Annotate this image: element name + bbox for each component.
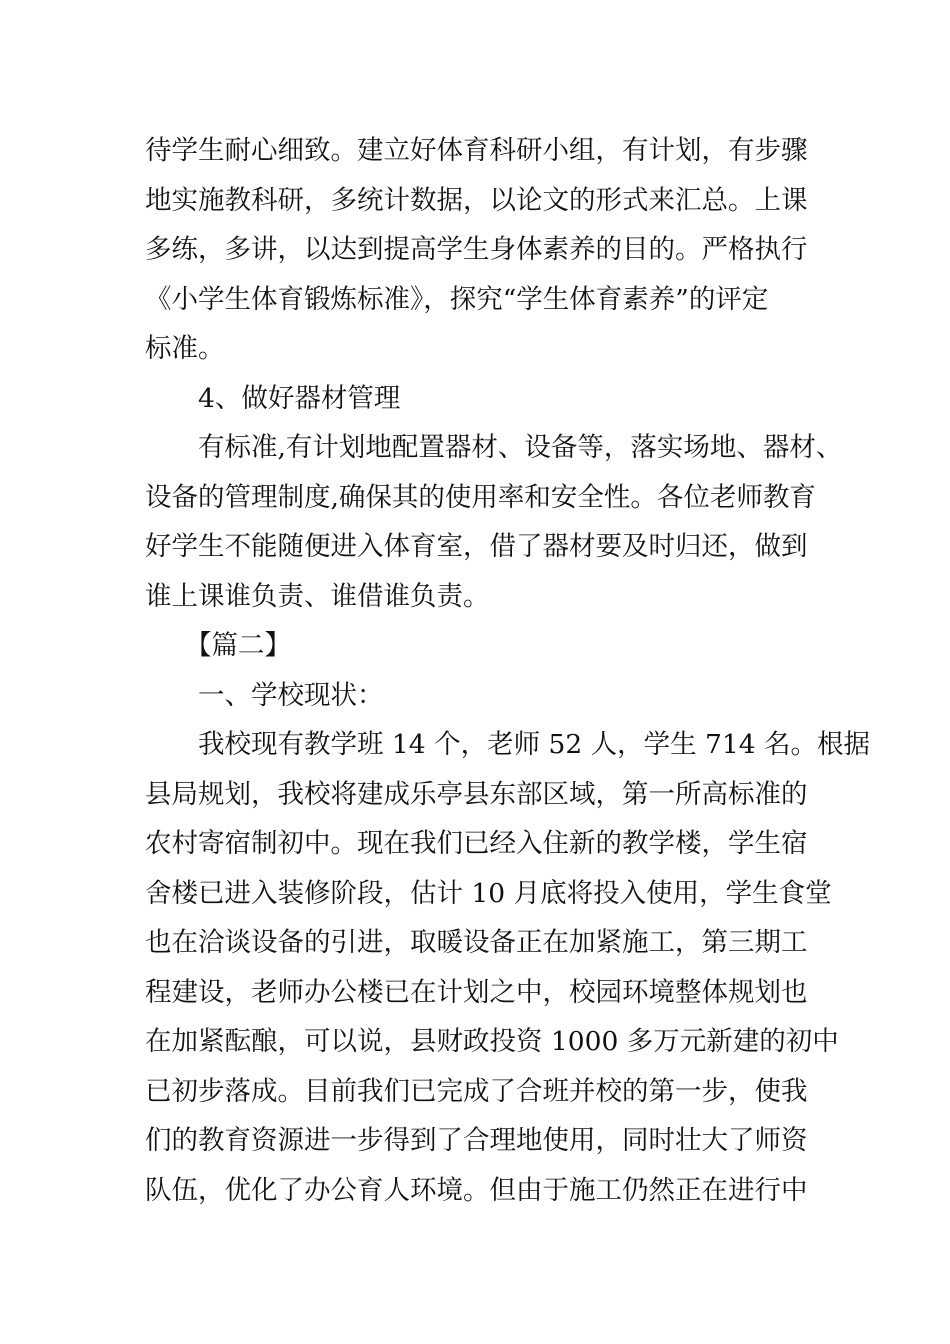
text-line: 舍楼已进入装修阶段，估计 10 月底将投入使用，学生食堂: [145, 877, 832, 909]
body-text: [145, 126, 871, 1215]
text-line: 标准。: [145, 333, 225, 364]
text-line: 农村寄宿制初中。现在我们已经入住新的教学楼，学生宿: [145, 828, 808, 859]
text-line: 在加紧酝酿，可以说，县财政投资 1000 多万元新建的初中: [145, 1026, 839, 1057]
text-line: 县局规划，我校将建成乐亭县东部区域，第一所高标准的: [145, 778, 808, 810]
section-heading-equipment: 4、做好器材管理: [198, 382, 401, 414]
text-line: 也在洽谈设备的引进，取暖设备正在加紧施工，第三期工: [145, 927, 808, 958]
text-line: 多练，多讲，以达到提高学生身体素养的目的。严格执行: [145, 234, 808, 265]
text-line: 程建设，老师办公楼已在计划之中，校园环境整体规划也: [145, 976, 808, 1008]
text-line: 地实施教科研，多统计数据，以论文的形式来汇总。上课: [145, 184, 808, 216]
text-line: 待学生耐心细致。建立好体育科研小组，有计划，有步骤: [145, 135, 808, 166]
text-line: 谁上课谁负责、谁借谁负责。: [145, 580, 490, 612]
paragraph-start: 有标准,有计划地配置器材、设备等，落实场地、器材、: [198, 432, 843, 463]
paragraph-start: 我校现有教学班 14 个，老师 52 人，学生 714 名。根据: [198, 729, 871, 760]
text-line: 好学生不能随便进入体育室，借了器材要及时归还，做到: [145, 531, 808, 562]
section-heading-school-status: 一、学校现状：: [198, 679, 384, 711]
text-line: 队伍，优化了办公育人环境。但由于施工仍然正在进行中: [145, 1174, 808, 1206]
text-line: 们的教育资源进一步得到了合理地使用，同时壮大了师资: [145, 1125, 808, 1156]
text-line: 已初步落成。目前我们已完成了合班并校的第一步，使我: [145, 1075, 808, 1107]
part-two-heading: 【篇二】: [185, 630, 291, 661]
text-line: 《小学生体育锻炼标准》，探究“学生体育素养”的评定: [145, 283, 769, 315]
text-line: 设备的管理制度,确保其的使用率和安全性。各位老师教育: [145, 481, 816, 513]
